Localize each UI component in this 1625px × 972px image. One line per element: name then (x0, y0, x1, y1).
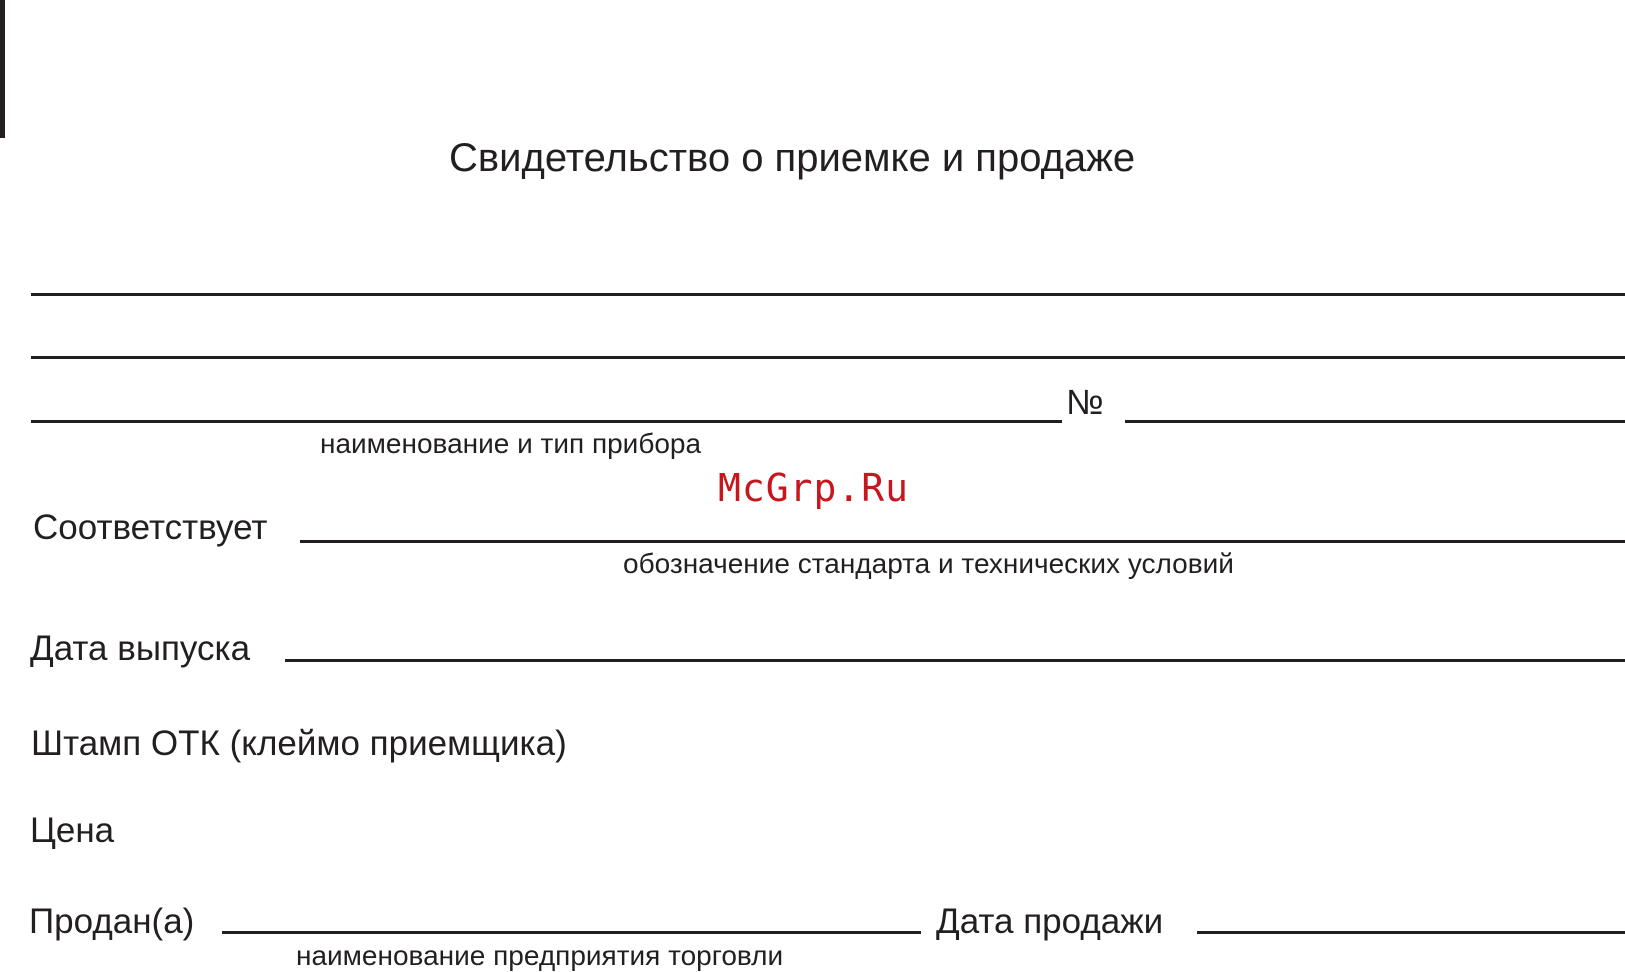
sold-caption: наименование предприятия торговли (296, 940, 784, 971)
sale-date-line[interactable] (1197, 931, 1625, 934)
device-name-line-3[interactable] (31, 420, 1062, 423)
device-name-caption: наименование и тип прибора (320, 428, 702, 459)
left-edge-bar (0, 0, 5, 138)
device-name-line-2[interactable] (31, 356, 1625, 359)
page-title: Свидетельство о приемке и продаже (449, 136, 1136, 180)
serial-number-line[interactable] (1125, 420, 1625, 423)
price-label: Цена (30, 811, 115, 850)
number-sign: № (1066, 383, 1104, 422)
sold-label: Продан(а) (29, 902, 195, 941)
watermark: McGrp.Ru (718, 466, 910, 510)
release-date-line[interactable] (285, 659, 1625, 662)
conforms-label: Соответствует (33, 508, 268, 547)
stamp-label: Штамп ОТК (клеймо приемщика) (31, 724, 567, 763)
conforms-line[interactable] (300, 540, 1625, 543)
release-date-label: Дата выпуска (30, 629, 251, 668)
sold-line[interactable] (222, 931, 921, 934)
sale-date-label: Дата продажи (936, 902, 1164, 941)
conforms-caption: обозначение стандарта и технических условий (623, 548, 1234, 579)
device-name-line-1[interactable] (31, 293, 1625, 296)
